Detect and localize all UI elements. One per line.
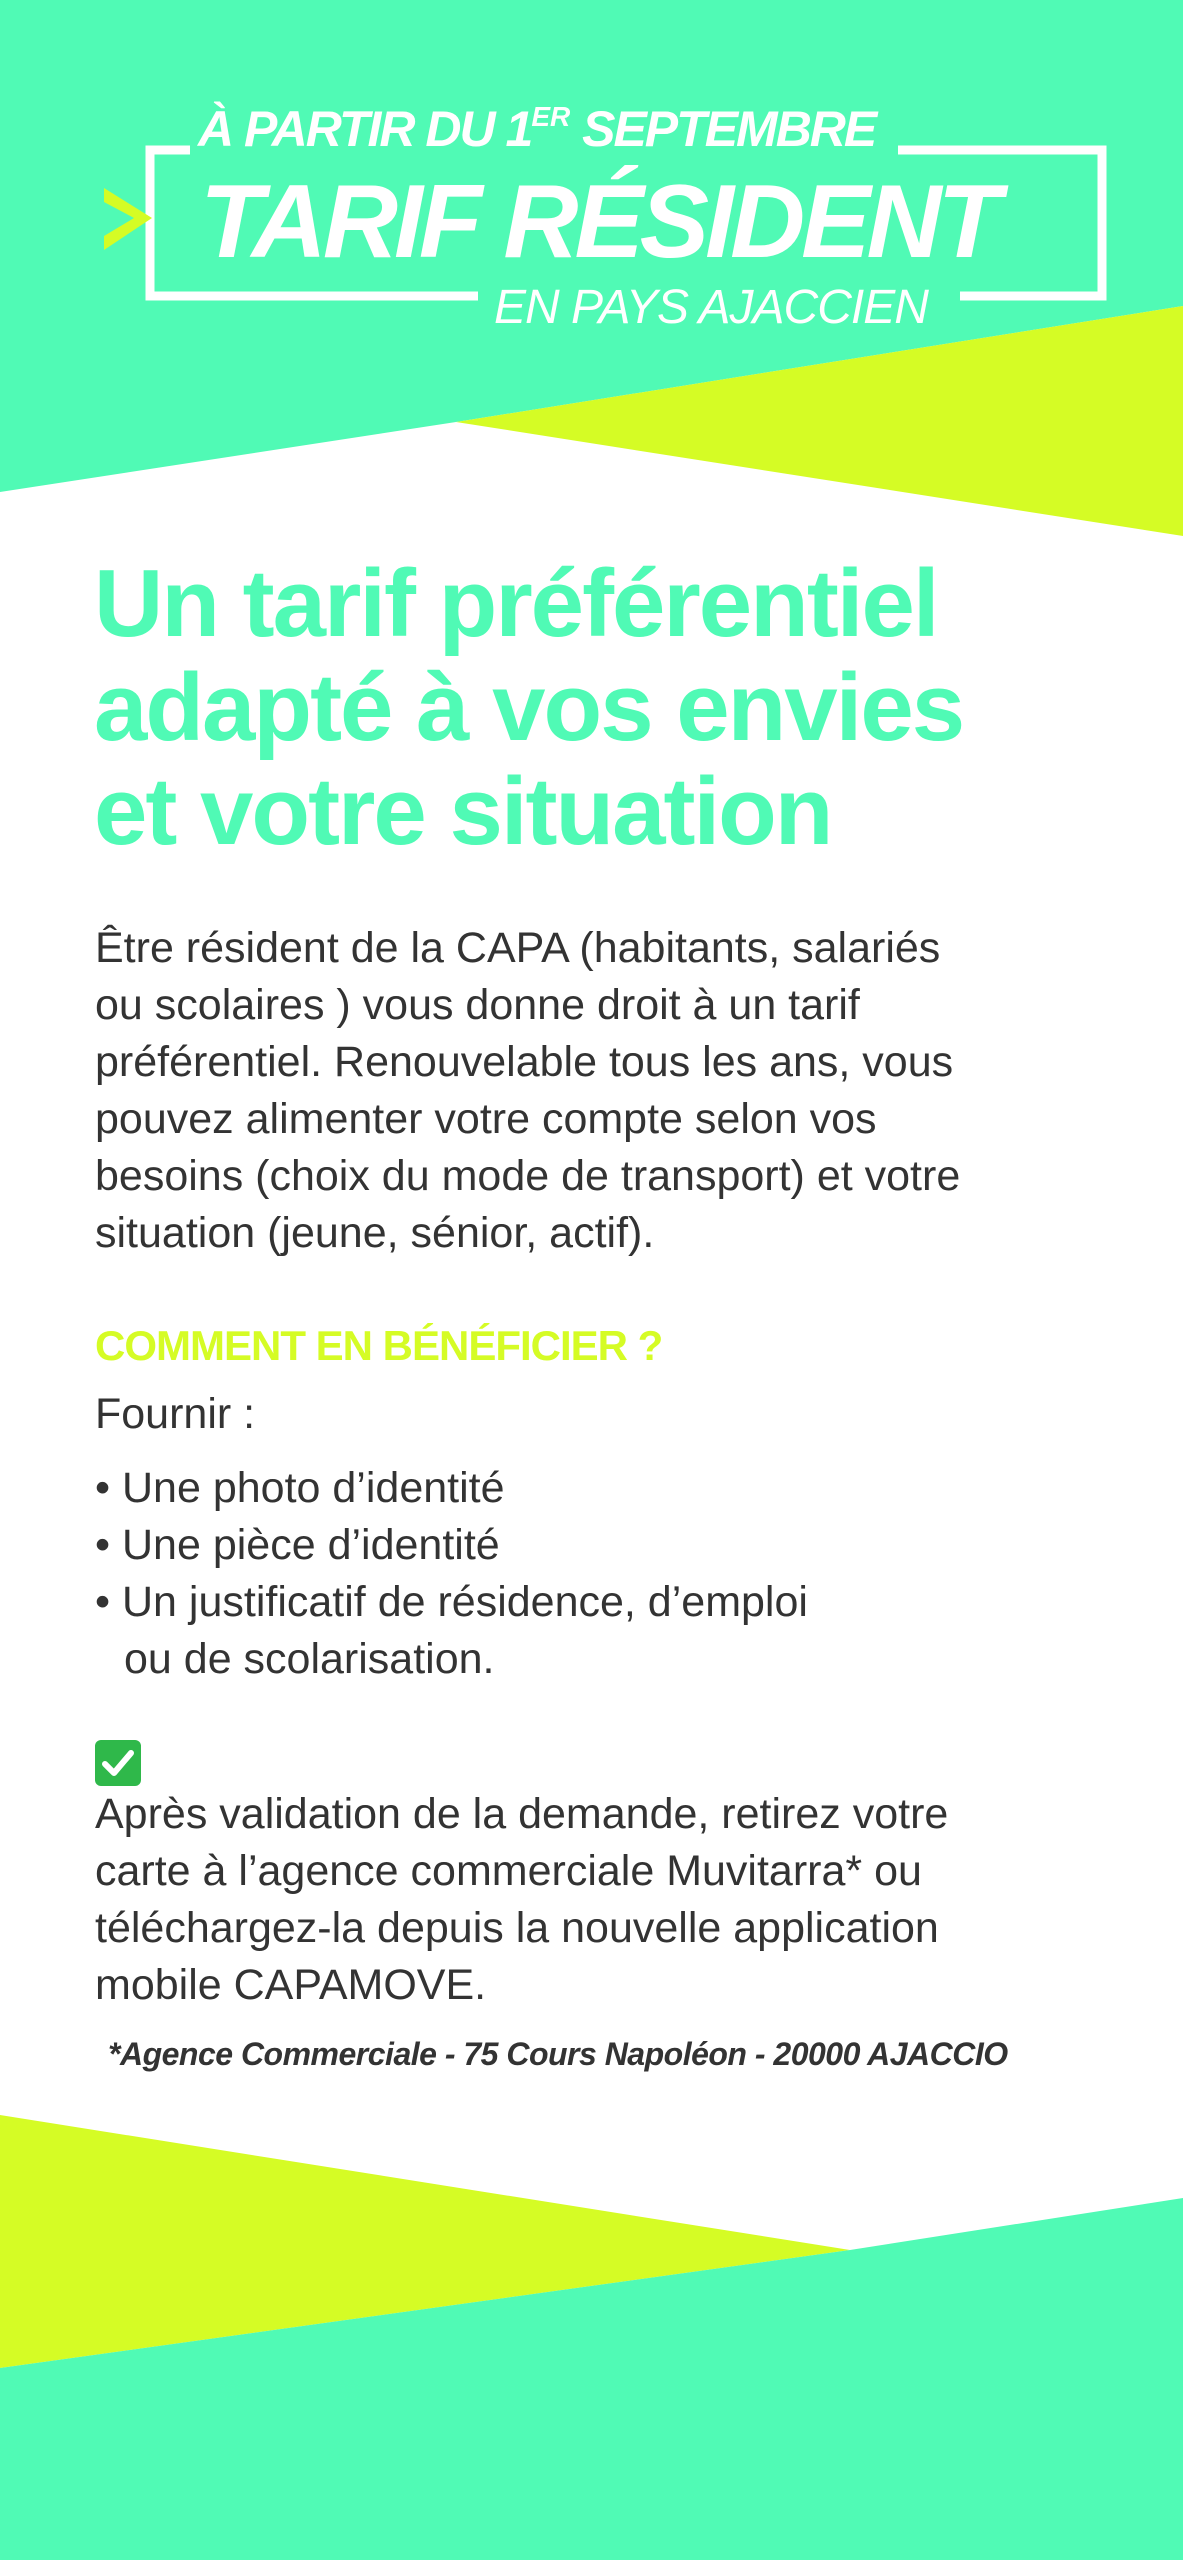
after-line: téléchargez-la depuis la nouvelle application <box>95 1904 939 1952</box>
after-paragraph <box>95 1740 1115 2014</box>
list-item-continuation: ou de scolarisation. <box>124 1635 495 1683</box>
intro-line: pouvez alimenter votre compte selon vos <box>95 1095 877 1143</box>
intro-line: ou scolaires ) vous donne droit à un tarif <box>95 981 860 1029</box>
title-line: et votre situation <box>94 758 832 865</box>
footnote: *Agence Commerciale - 75 Cours Napoléon - 20000 AJACCIO <box>108 2036 1008 2072</box>
list-item: • Une pièce d’identité <box>95 1521 500 1569</box>
header-date: À PARTIR DU 1ER SEPTEMBRE <box>198 101 876 157</box>
requirements-list <box>95 1460 808 1688</box>
provide-label: Fournir : <box>95 1390 256 1438</box>
list-item: • Un justificatif de résidence, d’emploi <box>95 1578 808 1626</box>
check-mark-button-icon <box>95 1740 141 1786</box>
intro-line: Être résident de la CAPA (habitants, salariés <box>95 924 941 972</box>
title-line: Un tarif préférentiel <box>94 550 938 657</box>
intro-line: situation (jeune, sénior, actif). <box>95 1209 655 1257</box>
title-line: adapté à vos envies <box>94 654 964 761</box>
list-item: • Une photo d’identité <box>95 1464 505 1512</box>
after-line: mobile CAPAMOVE. <box>95 1961 487 2009</box>
main-title <box>94 552 963 864</box>
intro-line: besoins (choix du mode de transport) et votre <box>95 1152 961 1200</box>
intro-line: préférentiel. Renouvelable tous les ans, vous <box>95 1038 954 1086</box>
after-line: Après validation de la demande, retirez votre <box>95 1740 1115 1843</box>
after-line: carte à l’agence commerciale Muvitarra* ou <box>95 1847 922 1895</box>
how-heading: COMMENT EN BÉNÉFICIER ? <box>95 1322 663 1369</box>
header-subtitle: EN PAYS AJACCIEN <box>494 281 928 334</box>
header-title: TARIF RÉSIDENT <box>200 164 998 280</box>
intro-paragraph <box>95 920 1115 1262</box>
